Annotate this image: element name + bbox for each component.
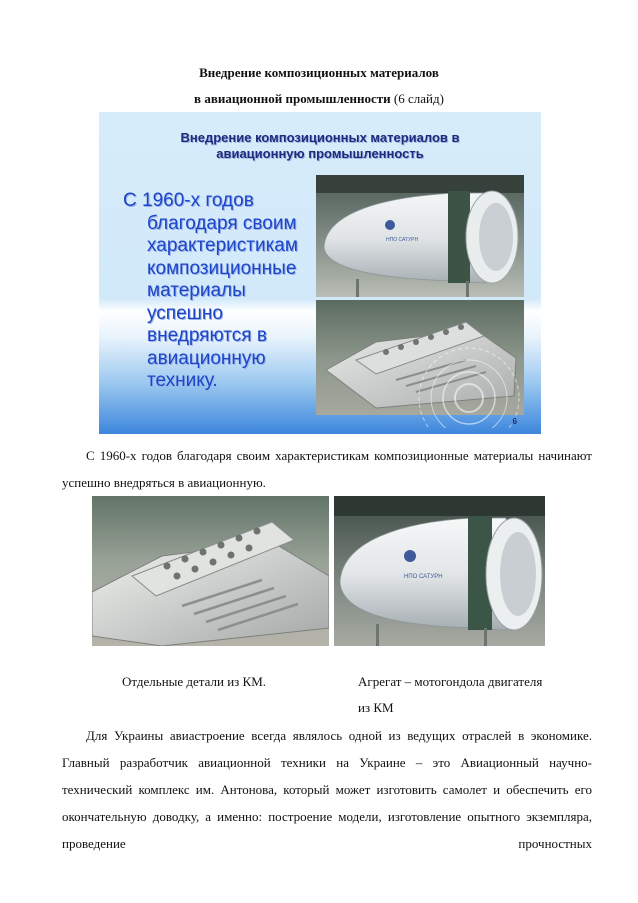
slide-bullet-line: материалы [147, 280, 246, 301]
slide-bullet-line: композиционные [147, 257, 297, 279]
document-title-slide-ref: (6 слайд) [390, 91, 444, 106]
slide-bullet-line: характеристикам [147, 235, 298, 256]
slide-bullet-line: успешно [147, 302, 223, 324]
slide-bullet-text [123, 190, 318, 393]
slide-bullet-line: технику. [147, 370, 218, 391]
slide-nacelle-photo [316, 175, 524, 297]
document-title-line1: Внедрение композиционных материалов [199, 65, 439, 80]
right-photo-caption-line1: Агрегат – мотогондола двигателя [358, 674, 543, 689]
presentation-slide [99, 112, 541, 434]
slide-title-line1: Внедрение композиционных материалов в [180, 130, 460, 145]
composite-parts-photo [92, 496, 329, 646]
engine-nacelle-photo [334, 496, 545, 646]
nacelle-label: НПО САТУРН [404, 574, 443, 580]
slide-nacelle-label: НПО САТУРН [386, 237, 419, 243]
document-title-bold-part: в авиационной промышленности [194, 91, 391, 106]
slide-title-line2: авиационную промышленность [216, 146, 424, 161]
slide-bullet-line: внедряются в [147, 325, 267, 346]
slide-title [99, 130, 541, 162]
left-photo-caption: Отдельные детали из КМ. [122, 674, 267, 689]
slide-bullet-line: С 1960-х годов [123, 190, 254, 211]
slide-bullet-line: авиационную [147, 347, 266, 369]
paragraph-1: С 1960-х годов благодаря своим характеристикам композиционные материалы начинают успешно внедряться в авиационную. [62, 448, 592, 490]
document-title-line2 [0, 90, 638, 108]
right-photo-caption-line2: из КМ [358, 700, 394, 715]
paragraph-2: Для Украины авиастроение всегда являлось одной из ведущих отраслей в экономике. Главный разработчик авиационной техники на Украине – это Авиационный научно-технический комплекс им. Антонова, который может изготовить самолет и обеспечить его окончательную доводку, а именно: построение модели, изготовление опытного экземпляра, проведение прочностных [62, 728, 592, 851]
decorative-swirl [409, 338, 529, 428]
slide-number: 6 [512, 417, 517, 426]
slide-bullet-line: благодаря своим [147, 212, 297, 234]
